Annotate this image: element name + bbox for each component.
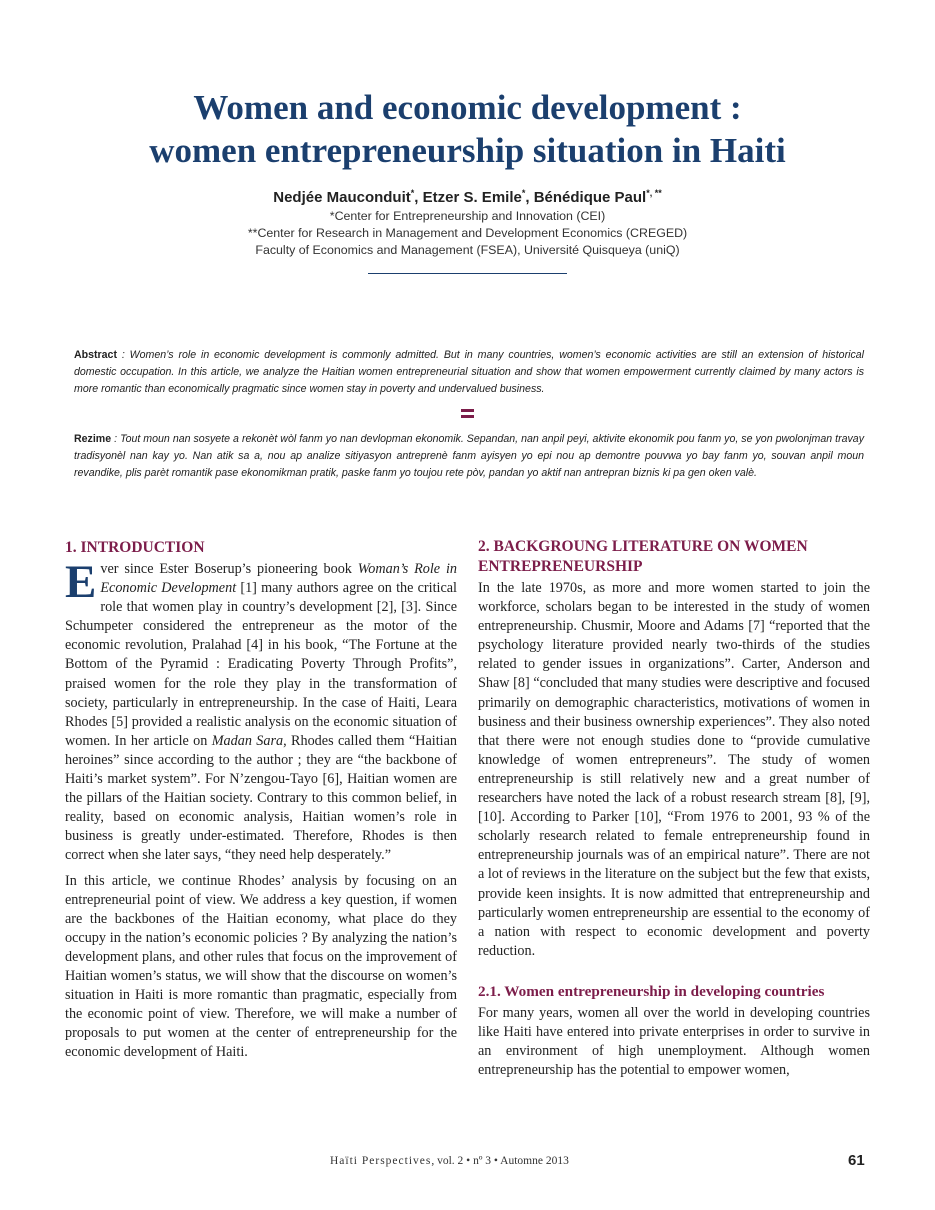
- page-footer: [330, 1155, 569, 1167]
- article-title: [60, 86, 875, 172]
- section-heading-literature: 2. BACKGROUNG LITERATURE ON WOMEN ENTREPRENEURSHIP: [478, 538, 808, 575]
- rezime: [74, 431, 864, 481]
- affiliation-1: *Center for Entrepreneurship and Innovation (CEI): [329, 209, 606, 223]
- rezime-text: : Tout moun nan sosyete a rekonèt wòl fanm yo nan devlopman ekonomik. Sepandan, nan anpil peyi, aktivite ekonomik pou fanm yo, se yon pwolonjman travay tradisyonèl nan kay yo. Nan atik sa a, nou ap analize sitiyasyon antreprenè fanm ayisyen yo epi nou ap demontre pouvwa yo bay fanm yo, souvan anpil moun revandike, plis parèt romantik pase ekonomikman pratik, paske fanm yo toujou rete pòv, pandan yo aktif nan antrepran biznis ki pa gen oken valè.: [74, 433, 864, 479]
- literature-paragraph-2: For many years, women all over the world in developing countries like Haiti have entered into private enterprises in order to survive in an environment of high unemployment. Although women entrepreneurship has the potential to empower women,: [478, 1004, 870, 1079]
- page-number: 61: [848, 1152, 865, 1169]
- title-line-1: Women and economic development :: [193, 88, 742, 127]
- right-column: [478, 537, 870, 1080]
- book-title: Woman’s Role in Economic Development: [100, 561, 457, 597]
- abstract: [74, 347, 864, 397]
- rezime-label: Rezime: [74, 433, 112, 445]
- author-name: Bénédique Paul: [533, 189, 647, 206]
- author-mark: *: [521, 188, 526, 198]
- title-divider: [368, 273, 567, 274]
- intro-paragraph-1: Ever since Ester Boserup’s pioneering book Woman’s Role in Economic Development [1] many authors agree on the critical role that women play in country’s development [2], [3]. Since Schumpeter considered the entrepreneur as the motor of the economic revolution, Pralahad [4] in his book, “The Fortune at the Bottom of the Pyramid : Eradicating Poverty Through Profits”, praised women for the role they play in the transformation of society, particularly in entrepreneurship. In the case of Haiti, Leara Rhodes [5] provided a realistic analysis on the economic situation of women. In her article on Madan Sara, Rhodes called them “Haitian heroines” since according to the author ; they are “the backbone of Haiti’s market system”. For N’zengou-Tayo [6], Haitian women are the pillars of the Haitian society. Contrary to this common belief, in reality, based on economic analysis, Haitian women’s role in business is greatly under-estimated. Therefore, Rhodes is then correct when she later says, “they need help desperately.”: [65, 556, 457, 864]
- intro-paragraph-2: In this article, we continue Rhodes’ analysis by focusing on an entrepreneurial point of view. We address a key question, if women are the backbones of the Haitian economy, what place do they occupy in the nation’s economic policies ? By analyzing the nation’s development plans, and other rules that focus on the improvement of Haitian women’s status, we will show that the discourse on women’s situation in Haiti is more romantic than pragmatic, especially from the economic point of view. Therefore, we will make a number of proposals to put women at the center of entrepreneurship for the economic development of Haiti.: [65, 872, 457, 1061]
- drop-cap: E: [65, 556, 97, 608]
- literature-paragraph-1: In the late 1970s, as more and more women started to join the workforce, scholars began to be interested in the study of women entrepreneurship. Chusmir, Moore and Adams [7] “reported that the psychology literature provided nearly two-thirds of the studies related to gender issues in organizations”. Carter, Anderson and Shaw [8] “concluded that many studies were descriptive and focused primarily on demographic characteristics, motivations of women in business and their business ownership experiences”. They also noted that there were not enough studies done to “provide cumulative knowledge of women entrepreneurs”. The study of women entrepreneurship is still relatively new and a great number of researchers have noted the lack of a robust research stream [8], [9], [10]. According to Parker [10], “From 1976 to 2001, 93 % of the scholarly research related to female entrepreneurship found in entrepreneurship journals was of an empirical nature”. There are not a lot of reviews in the literature on the subject but the few that exists, provide keen insights. It is now admitted that entrepreneurship and particularly women entrepreneurship are essential to the economy of a nation with respect to economic development and poverty reduction.: [478, 580, 871, 959]
- affiliation-3: Faculty of Economics and Management (FSEA), Université Quisqueya (uniQ): [255, 243, 680, 257]
- section-heading-introduction: 1. INTRODUCTION: [65, 539, 205, 556]
- journal-issue: , vol. 2 • nº 3 • Automne 2013: [431, 1155, 569, 1167]
- abstract-label: Abstract: [74, 349, 117, 361]
- subsection-heading: 2.1. Women entrepreneurship in developing countries: [478, 982, 825, 1000]
- author-mark: *: [410, 188, 415, 198]
- article-title-ref: Madan Sara: [211, 732, 284, 749]
- left-column: [65, 538, 457, 1062]
- author-mark: *, **: [646, 188, 662, 198]
- section-separator-icon: [461, 409, 474, 424]
- author-list: Nedjée Mauconduit*, Etzer S. Emile*, Bénédique Paul*, **: [273, 188, 662, 206]
- journal-name: Haïti Perspectives: [330, 1155, 432, 1167]
- affiliation-2: **Center for Research in Management and Development Economics (CREGED): [247, 226, 688, 240]
- abstract-text: : Women’s role in economic development is commonly admitted. But in many countries, women’s economic activities are still an extension of historical domestic occupation. In this article, we analyze the Haitian women entrepreneurial situation and show that women empowerment currently claimed by many actors is more romantic than economically pragmatic since women stay in poverty and undervalued business.: [74, 349, 864, 395]
- title-line-2: women entrepreneurship situation in Haiti: [149, 131, 786, 170]
- author-name: Etzer S. Emile: [422, 189, 522, 206]
- author-name: Nedjée Mauconduit: [273, 189, 411, 206]
